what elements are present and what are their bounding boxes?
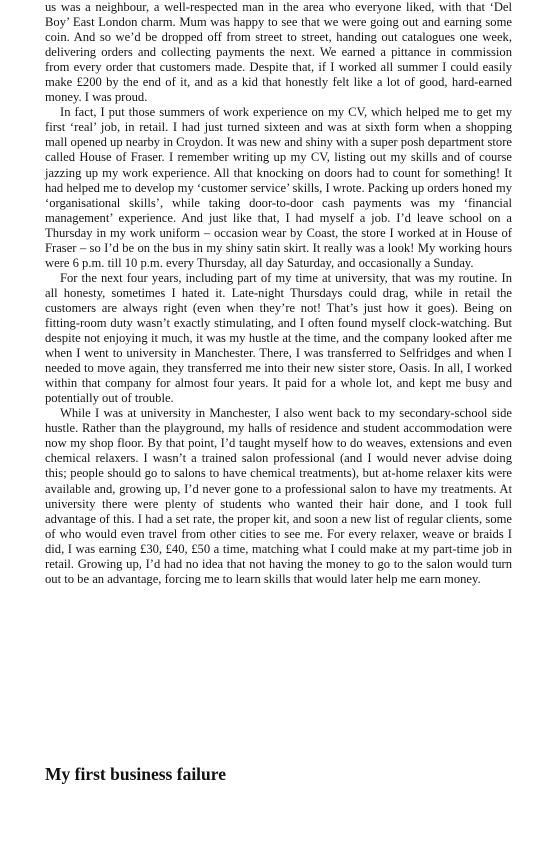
section-heading: My first business failure (45, 764, 226, 784)
paragraph-first-retail-job: In fact, I put those summers of work experience on my CV, which helped me to get my first ‘real’ job, in retail. I had just turned sixteen and was at sixth form when a shopping mall opened up nearby in Croydon. It was new and shiny with a super posh department store called House of Fraser. I remember writing up my CV, listing out my skills and of course jazzing up my work experience. All that knocking on doors had to count for something! It had helped me to develop my ‘customer service’ skills, I wrote. Packing up orders honed my ‘organisational skills’, while taking door-to-door cash payments was my ‘financial management’ experience. And just like that, I had myself a job. I’d leave school on a Thursday in my work uniform – occasion wear by Coast, the store I worked at in House of Fraser – so I’d be on the bus in my shiny satin skirt. It really was a look! My working hours were 6 p.m. till 10 p.m. every Thursday, all day Saturday, and occasionally a Sunday. (45, 105, 512, 270)
paragraph-university-side-hustle: While I was at university in Manchester, I also went back to my secondary-school side hustle. Rather than the playground, my halls of residence and student accommodation were now my shop floor. By that point, I’d taught myself how to do weaves, extensions and even chemical relaxers. I wasn’t a trained salon professional (and I would never advise doing this; people should go to salons to have chemical treatments), but at-home relaxer kits were available and, growing up, I’d never gone to a professional salon to have my treatments. At university there were plenty of students who wanted their hair done, and I took full advantage of this. I had a set rate, the proper kit, and soon a new list of regular clients, some of who would even travel from other cities to see me. For every relaxer, weave or braids I did, I was earning £30, £40, £50 a time, matching what I could make at my part-time job in retail. Growing up, I’d had no idea that not having the money to go to the salon would turn out to be an advantage, forcing me to learn skills that would later help me earn money. (45, 406, 512, 586)
paragraph-catalogue-rounds: us was a neighbour, a well-respected man in the area who everyone liked, with that ‘Del Boy’ East London charm. Mum was happy to see that we were going out and earning some coin. And so we’d be dropped off from street to street, handing out catalogues one week, delivering orders and collecting payments the next. We earned a pittance in commission from every order that customers made. Despite that, if I worked all summer I could easily make £200 by the end of it, and as a kid that honestly felt like a lot of good, hard-earned money. I was proud. (45, 0, 512, 105)
body-text (45, 0, 512, 587)
paragraph-four-years-retail: For the next four years, including part of my time at university, that was my routine. In all honesty, sometimes I hated it. Late-night Thursdays could drag, while in retail the customers are always right (even when they’re not! That’s just how it goes). Being on fitting-room duty wasn’t exactly stimulating, and I often found myself clock-watching. But despite not enjoying it much, it was my hustle at the time, and the company looked after me when I went to university in Manchester. There, I was transferred to Selfridges and when I needed to move again, they transferred me into their new sister store, Oasis. In all, I worked within that company for almost four years. It paid for a whole lot, and kept me busy and potentially out of trouble. (45, 270, 512, 406)
